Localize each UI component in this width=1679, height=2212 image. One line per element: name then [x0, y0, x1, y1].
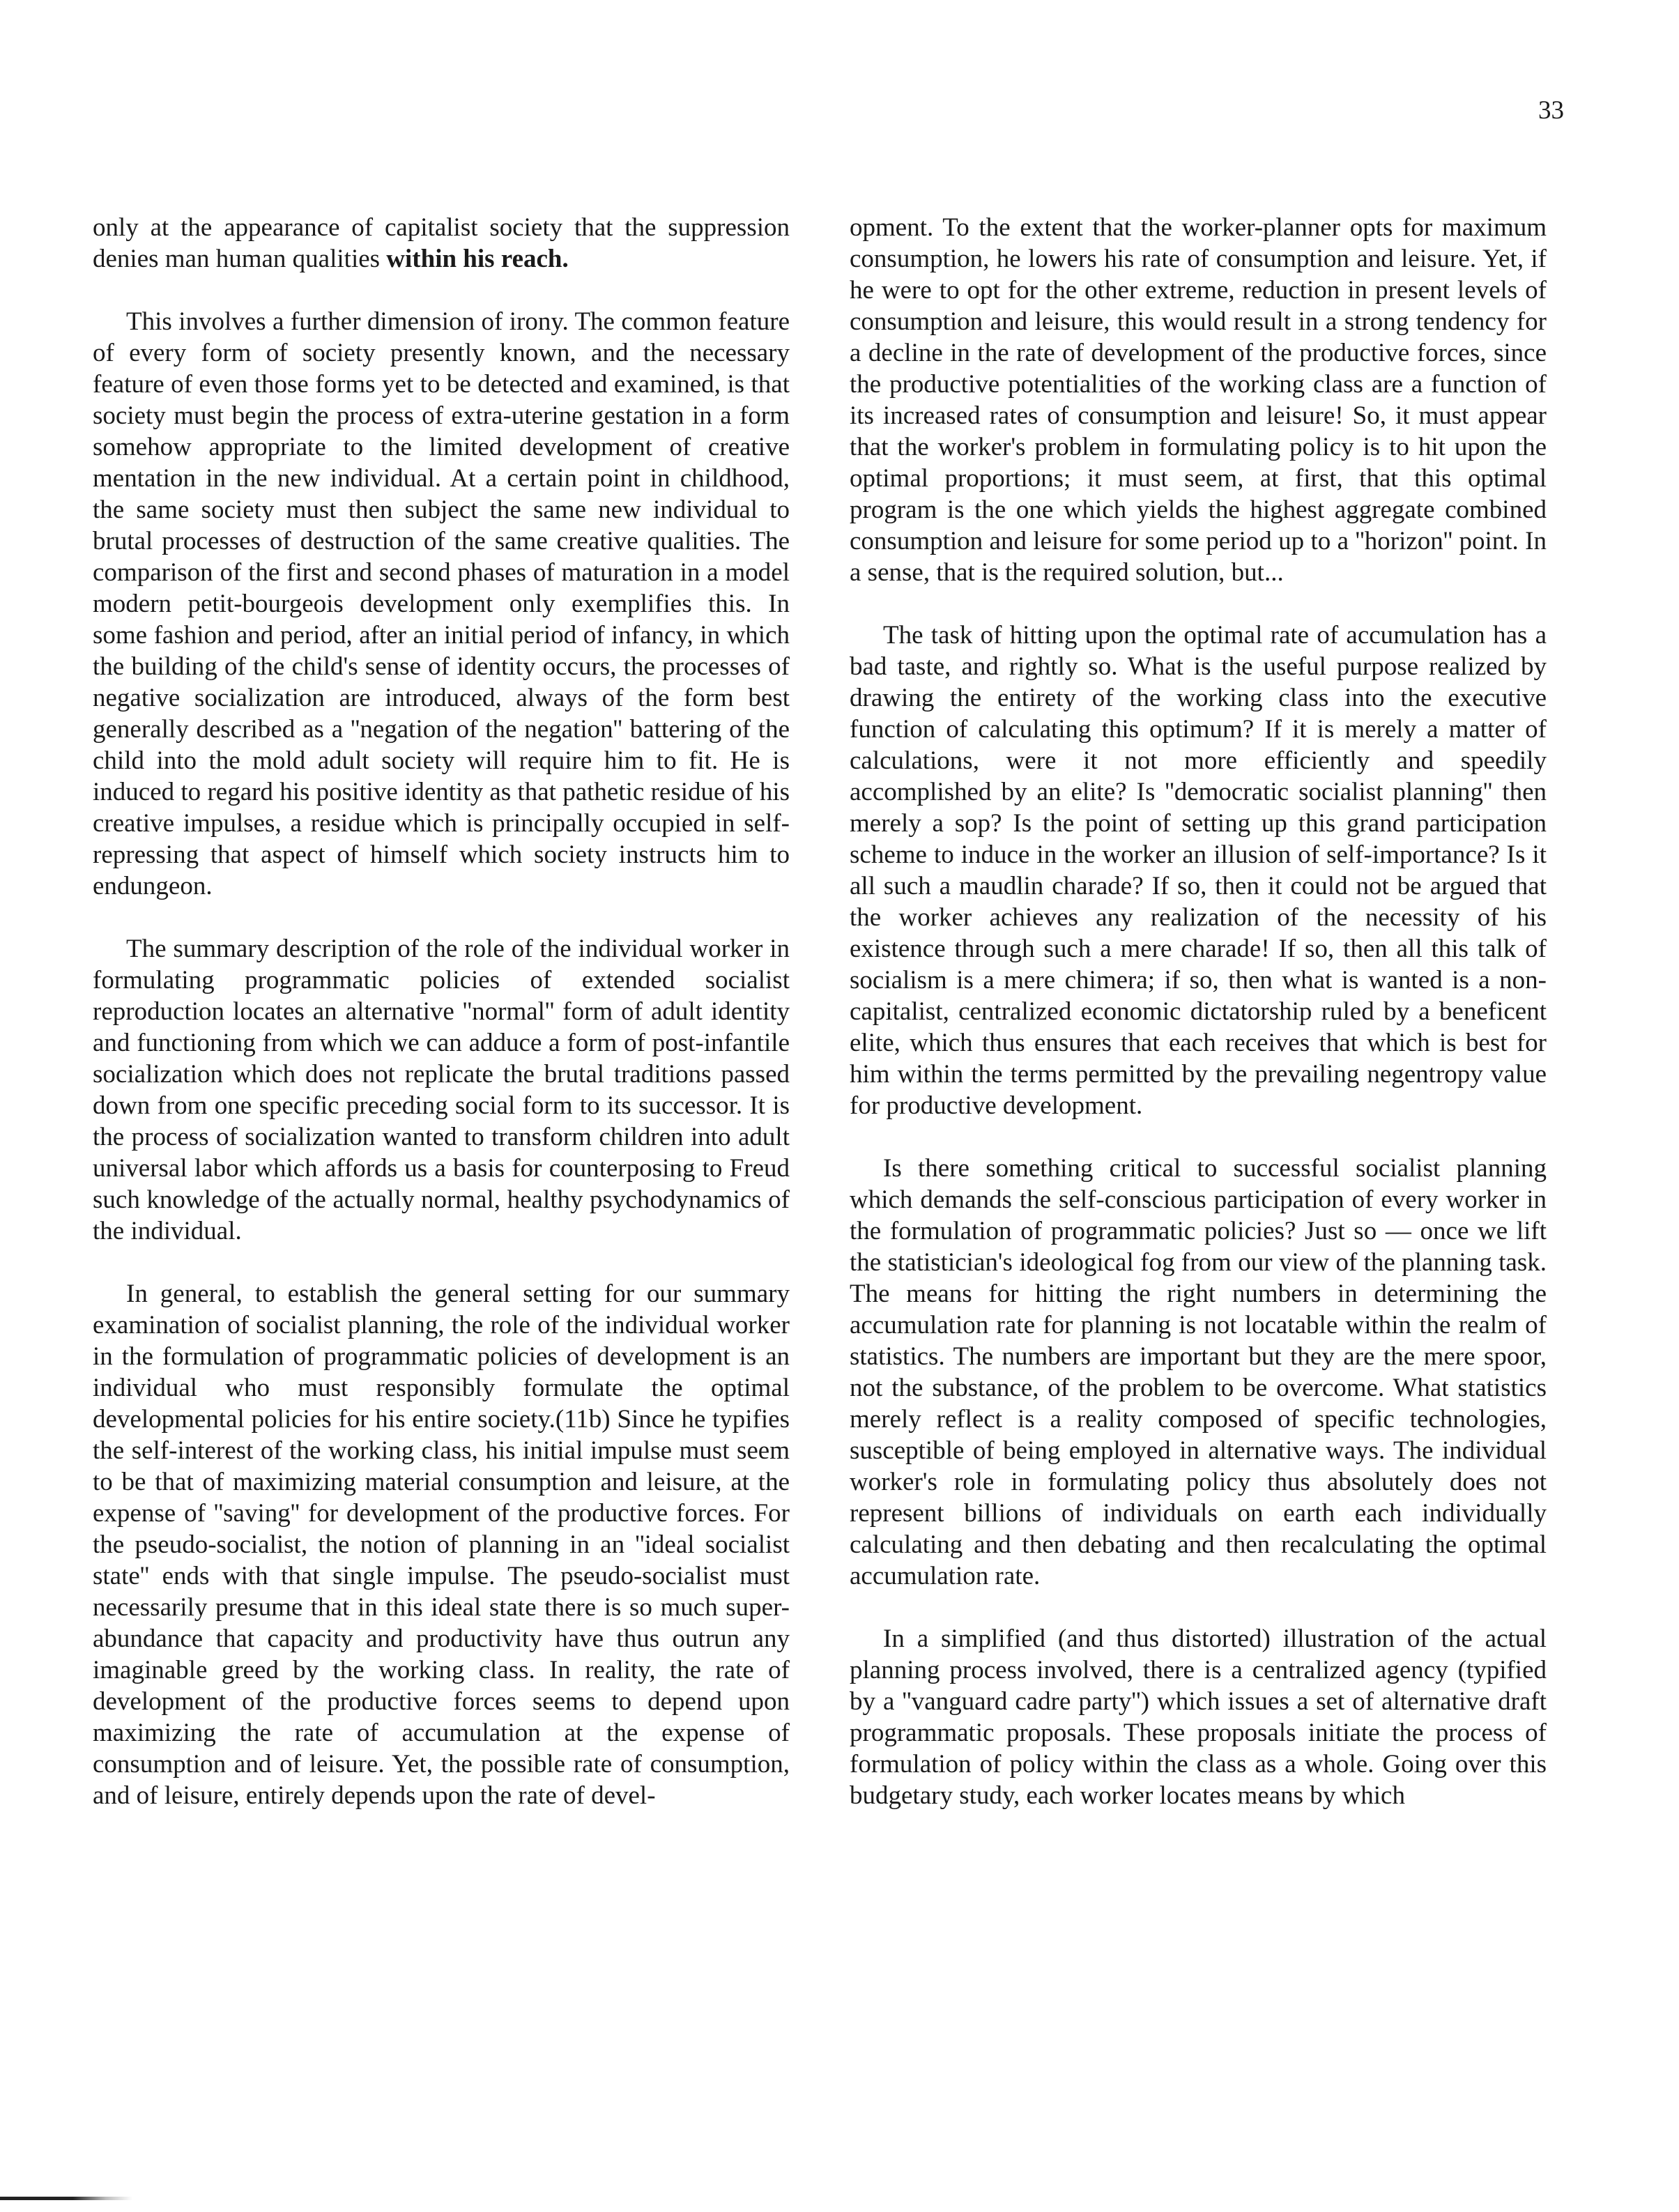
- paragraph: In general, to establish the general setting for our summary examination of socialist planning, the role of the individual worker in the formulation of programmatic policies of development is an individual who must responsibly formulate the optimal developmental policies for his entire society.(11b) Since he typifies the self-interest of the working class, his initial impulse must seem to be that of maximizing material consumption and leisure, at the expense of ''saving'' for development of the productive forces. For the pseudo-socialist, the notion of planning in an ''ideal socialist state'' ends with that single impulse. The pseudo-socialist must necessarily presume that in this ideal state there is so much super-abundance that capacity and productivity have thus outrun any imaginable greed by the working class. In reality, the rate of development of the productive forces seems to depend upon maximizing the rate of accumulation at the expense of consumption and of leisure. Yet, the possible rate of consumption, and of leisure, entirely depends upon the rate of devel-: [93, 1280, 790, 1810]
- paragraph: This involves a further dimension of irony. The common feature of every form of society presently known, and the necessary feature of even those forms yet to be detected and examined, is that society must begin the process of extra-uterine gestation in a form somehow appropriate to the limited development of creative mentation in the new individual. At a certain point in childhood, the same society must then subject the same new individual to brutal processes of destruction of the same creative qualities. The comparison of the first and second phases of maturation in a model modern petit-bourgeois development only exemplifies this. In some fashion and period, after an initial period of infancy, in which the building of the child's sense of identity occurs, the processes of negative socialization are introduced, always of the form best generally described as a ''negation of the negation'' battering of the child into the mold adult society will require him to fit. He is induced to regard his positive identity as that pathetic residue of his creative impulses, a residue which is principally occupied in self-repressing that aspect of himself which society instructs him to endungeon.: [93, 307, 790, 900]
- paragraph: Is there something critical to successful socialist planning which demands the self-conscious participation of every worker in the formulation of programmatic policies? Just so — once we lift the statistician's ideological fog from our view of the planning task. The means for hitting the right numbers in determining the accumulation rate for planning is not locatable within the realm of statistics. The numbers are important but they are the mere spoor, not the substance, of the problem to be overcome. What statistics merely reflect is a reality composed of specific technologies, susceptible of being employed in alternative ways. The individual worker's role in formulating policy thus absolutely does not represent billions of individuals on earth each individually calculating and then debating and then recalculating the optimal accumulation rate.: [850, 1154, 1547, 1590]
- right-column: [850, 212, 1547, 1843]
- paragraph: The summary description of the role of the individual worker in formulating programmatic policies of extended socialist reproduction locates an alternative ''normal'' form of adult identity and functioning from which we can adduce a form of post-infantile socialization which does not replicate the brutal traditions passed down from one specific preceding social form to its successor. It is the process of socialization wanted to transform children into adult universal labor which affords us a basis for counterposing to Freud such knowledge of the actually normal, healthy psychodynamics of the individual.: [93, 935, 790, 1245]
- emphasis-text: within his reach.: [386, 245, 569, 273]
- paragraph: opment. To the extent that the worker-planner opts for maximum consumption, he lowers his rate of consumption and leisure. Yet, if he were to opt for the other extreme, reduction in present levels of consumption and leisure, this would result in a strong tendency for a decline in the rate of development of the productive forces, since the productive potentialities of the working class are a function of its increased rates of consumption and leisure! So, it must appear that the worker's problem in formulating policy is to hit upon the optimal proportions; it must seem, at first, that this optimal program is the one which yields the highest aggregate combined consumption and leisure for some period up to a ''horizon'' point. In a sense, that is the required solution, but...: [850, 213, 1547, 587]
- paragraph: In a simplified (and thus distorted) illustration of the actual planning process involved, there is a centralized agency (typified by a ''vanguard cadre party'') which issues a set of alternative draft programmatic proposals. These proposals initiate the process of formulation of policy within the class as a whole. Going over this budgetary study, each worker locates means by which: [850, 1625, 1547, 1810]
- left-column: [93, 212, 790, 1843]
- paragraph: The task of hitting upon the optimal rate of accumulation has a bad taste, and rightly so. What is the useful purpose realized by drawing the entirety of the working class into the executive function of calculating this optimum? If it is merely a matter of calculations, were it not more efficiently and speedily accomplished by an elite? Is ''democratic socialist planning'' then merely a sop? Is the point of setting up this grand participation scheme to induce in the worker an illusion of self-importance? Is it all such a maudlin charade? If so, then it could not be argued that the worker achieves any realization of the necessity of his existence through such a mere charade! If so, then all this talk of socialism is a mere chimera; if so, then what is wanted is a non-capitalist, centralized economic dictatorship ruled by a beneficent elite, which thus ensures that each receives that which is best for him within the terms permitted by the prevailing negentropy value for productive development.: [850, 621, 1547, 1120]
- paragraph: [93, 212, 790, 275]
- scan-mark: [0, 2197, 132, 2200]
- paragraph-text: only at the appearance of capitalist society that the suppression denies man human qualities: [93, 213, 790, 273]
- page-number: 33: [1538, 96, 1564, 125]
